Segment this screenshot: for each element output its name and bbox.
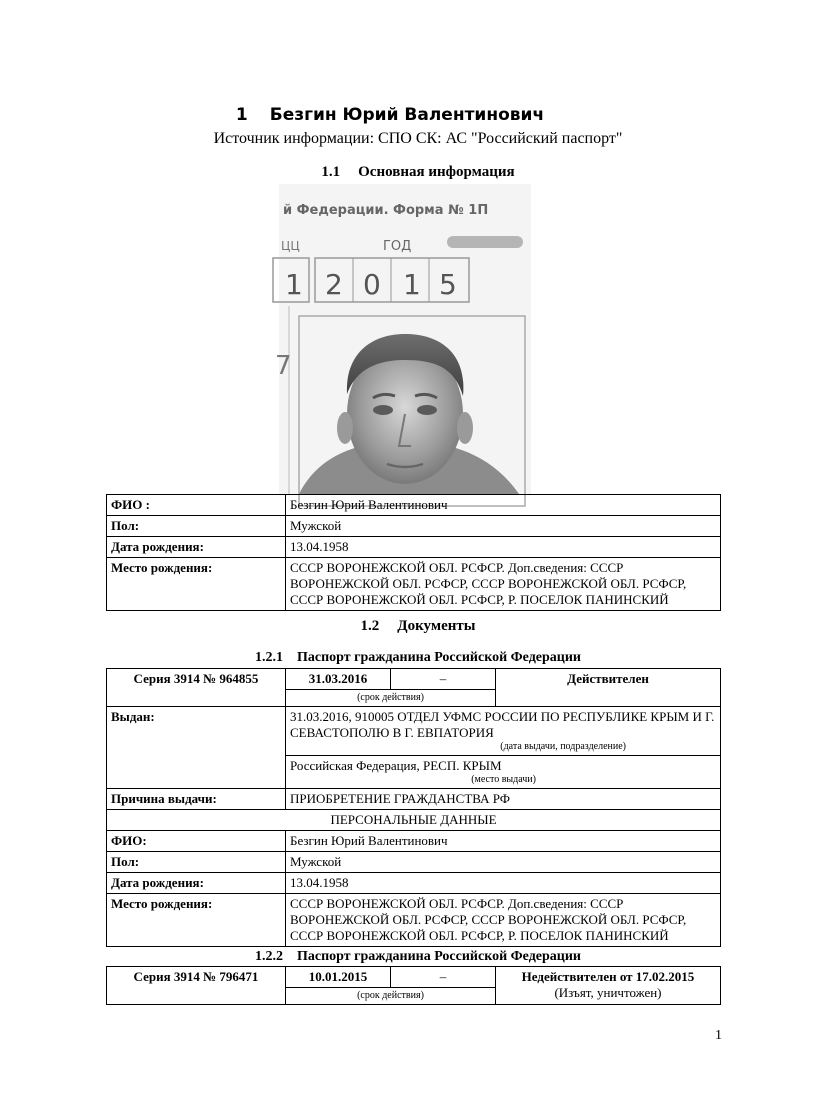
issued-label: Выдан: xyxy=(107,707,286,789)
passport2-dash: – xyxy=(391,967,496,988)
section-title: Основная информация xyxy=(358,164,515,180)
place-hint: (место выдачи) xyxy=(471,774,536,785)
reason-value: ПРИОБРЕТЕНИЕ ГРАЖДАНСТВА РФ xyxy=(286,789,721,810)
table-row xyxy=(107,852,721,873)
passport2-status-note: (Изъят, уничтожен) xyxy=(554,985,662,1000)
table-row xyxy=(107,789,721,810)
section-title: Документы xyxy=(397,618,476,634)
passport1-dash: – xyxy=(391,669,496,690)
form-text: й Федерации. Форма № 1П xyxy=(283,203,489,218)
photo-scan xyxy=(275,184,531,494)
p-fio-label: ФИО: xyxy=(107,831,286,852)
birthdate-value: 13.04.1958 xyxy=(286,537,721,558)
passport2-date-from: 10.01.2015 xyxy=(286,967,391,988)
table-row xyxy=(107,707,721,756)
sex-value: Мужской xyxy=(286,516,721,537)
heading-number: 1 xyxy=(235,105,248,125)
passport1-date-from: 31.03.2016 xyxy=(286,669,391,690)
p-birthplace-label: Место рождения: xyxy=(107,894,286,947)
passport2-status-cell xyxy=(496,967,721,1005)
table-row xyxy=(107,516,721,537)
digit-3: 0 xyxy=(363,268,381,301)
month-label: ЦЦ xyxy=(281,239,300,253)
issued-cell xyxy=(286,707,721,756)
sex-label: Пол: xyxy=(107,516,286,537)
person-heading xyxy=(0,105,780,125)
personal-data-header: ПЕРСОНАЛЬНЫЕ ДАННЫЕ xyxy=(107,810,721,831)
person-photo xyxy=(275,184,531,494)
subsection-title: Паспорт гражданина Российской Федерации xyxy=(297,650,581,665)
table-row xyxy=(107,831,721,852)
birthplace-value: СССР ВОРОНЕЖСКОЙ ОБЛ. РСФСР. Доп.сведения: СССР ВОРОНЕЖСКОЙ ОБЛ. РСФСР, СССР ВОРОНЕЖСКОЙ ОБЛ. РСФСР, СССР ВОРОНЕЖСКОЙ ОБЛ. РСФСР, Р. ПОСЕЛОК ПАНИНСКИЙ xyxy=(286,558,721,611)
p-birthdate-value: 13.04.1958 xyxy=(286,873,721,894)
passport1-heading xyxy=(0,650,836,666)
table-row xyxy=(107,537,721,558)
subsection-title: Паспорт гражданина Российской Федерации xyxy=(297,949,581,964)
table-row xyxy=(107,967,721,988)
table-row xyxy=(107,810,721,831)
section-docs-heading xyxy=(0,618,836,635)
table-row xyxy=(107,495,721,516)
table-row xyxy=(107,873,721,894)
year-label: ГОД xyxy=(383,239,412,254)
passport1-series: Серия 3914 № 964855 xyxy=(107,669,286,707)
section-basic-heading xyxy=(0,164,836,181)
section-number: 1.2 xyxy=(360,618,380,634)
place-cell xyxy=(286,756,721,789)
source-line: Источник информации: СПО СК: АС "Российский паспорт" xyxy=(213,130,623,147)
table-row xyxy=(107,669,721,690)
digit-2: 2 xyxy=(325,268,343,301)
passport2-series: Серия 3914 № 796471 xyxy=(107,967,286,1005)
p-sex-value: Мужской xyxy=(286,852,721,873)
basic-info-table xyxy=(106,494,721,611)
table-row xyxy=(107,558,721,611)
table-row xyxy=(107,894,721,947)
section-number: 1.1 xyxy=(321,164,341,180)
digit-4: 1 xyxy=(403,268,421,301)
subsection-number: 1.2.1 xyxy=(255,650,283,665)
place-value: Российская Федерация, РЕСП. КРЫМ xyxy=(290,758,502,773)
passport1-validity-hint: (срок действия) xyxy=(286,690,496,707)
passport2-table xyxy=(106,966,721,1005)
issued-hint: (дата выдачи, подразделение) xyxy=(500,741,626,752)
fio-value: Безгин Юрий Валентинович xyxy=(286,495,721,516)
page-number: 1 xyxy=(715,1028,722,1043)
passport2-status: Недействителен от 17.02.2015 xyxy=(521,969,695,984)
passport2-heading xyxy=(0,949,836,965)
reason-label: Причина выдачи: xyxy=(107,789,286,810)
birthplace-label: Место рождения: xyxy=(107,558,286,611)
subsection-number: 1.2.2 xyxy=(255,949,283,964)
passport2-validity-hint: (срок действия) xyxy=(286,988,496,1005)
digit-5: 5 xyxy=(439,268,457,301)
p-fio-value: Безгин Юрий Валентинович xyxy=(286,831,721,852)
issued-value: 31.03.2016, 910005 ОТДЕЛ УФМС РОССИИ ПО РЕСПУБЛИКЕ КРЫМ И Г. СЕВАСТОПОЛЮ В Г. ЕВПАТОРИЯ xyxy=(290,709,715,740)
passport1-status: Действителен xyxy=(496,669,721,707)
person-name: Безгин Юрий Валентинович xyxy=(269,105,545,125)
passport1-table xyxy=(106,668,721,947)
p-birthdate-label: Дата рождения: xyxy=(107,873,286,894)
p-birthplace-value: СССР ВОРОНЕЖСКОЙ ОБЛ. РСФСР. Доп.сведения: СССР ВОРОНЕЖСКОЙ ОБЛ. РСФСР, СССР ВОРОНЕЖСКОЙ ОБЛ. РСФСР, СССР ВОРОНЕЖСКОЙ ОБЛ. РСФСР, Р. ПОСЕЛОК ПАНИНСКИЙ xyxy=(286,894,721,947)
birthdate-label: Дата рождения: xyxy=(107,537,286,558)
fio-label: ФИО : xyxy=(107,495,286,516)
digit-1: 1 xyxy=(285,268,303,301)
side-mark: 7 xyxy=(275,351,292,381)
p-sex-label: Пол: xyxy=(107,852,286,873)
